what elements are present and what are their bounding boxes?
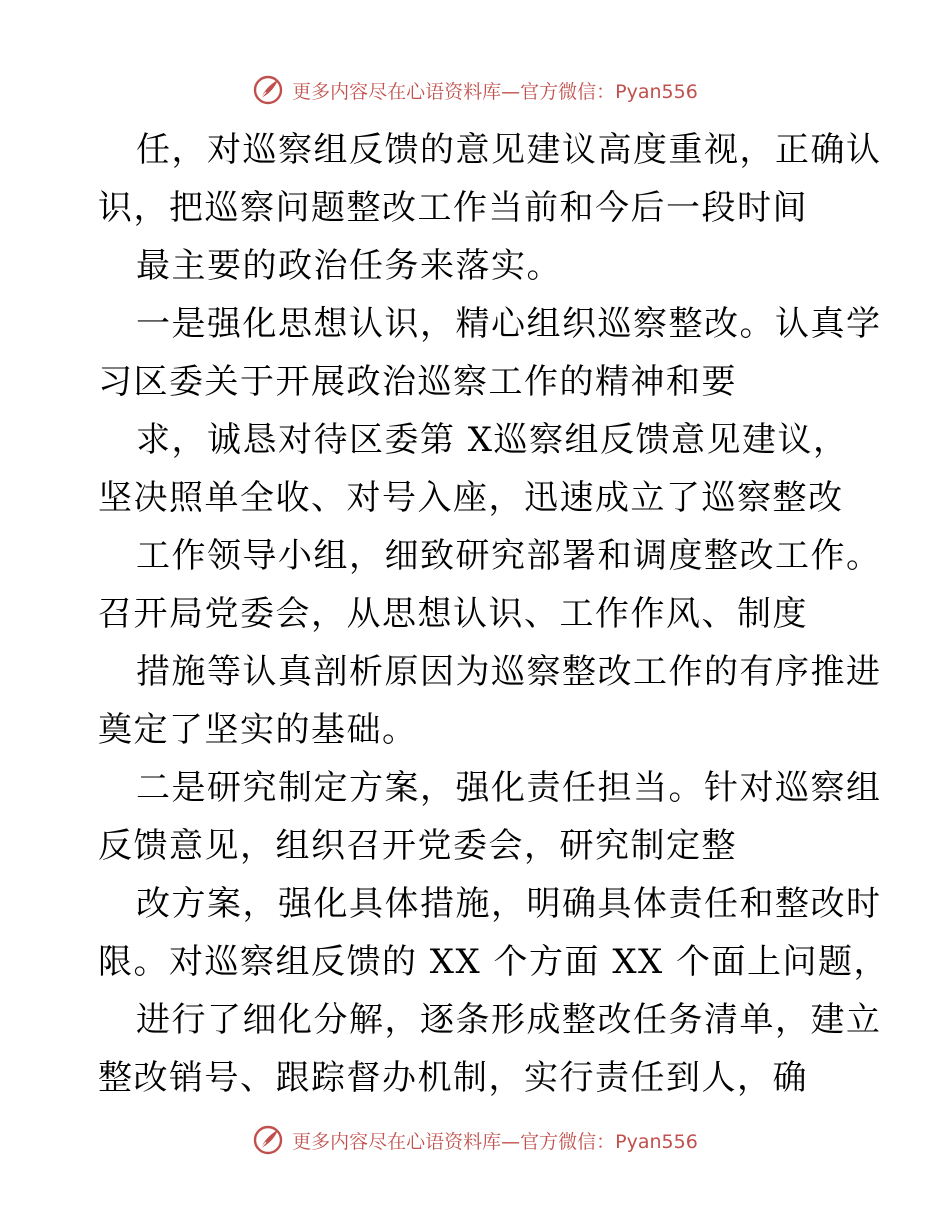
body-line: 工作领导小组，细致研究部署和调度整改工作。 [136,536,882,576]
footer-banner-text: 更多内容尽在心语资料库—官方微信：Pyan556 [292,1130,698,1153]
quill-pen-icon [252,1124,284,1156]
body-line: 整改销号、跟踪督办机制，实行责任到人，确 [98,1058,808,1098]
body-line: 习区委关于开展政治巡察工作的精神和要 [98,362,737,402]
body-line: 改方案，强化具体措施，明确具体责任和整改时 [136,884,882,924]
body-line: 召开局党委会，从思想认识、工作作风、制度 [98,594,808,634]
body-line: 识，把巡察问题整改工作当前和今后一段时间 [98,188,808,228]
quill-pen-icon [252,74,284,106]
body-line: 限。对巡察组反馈的 XX 个方面 XX 个面上问题， [98,942,890,982]
body-line: 一是强化思想认识，精心组织巡察整改。认真学 [136,304,882,344]
body-line: 反馈意见，组织召开党委会，研究制定整 [98,826,737,866]
body-line: 最主要的政治任务来落实。 [136,246,562,286]
header-banner-text: 更多内容尽在心语资料库—官方微信：Pyan556 [292,80,698,103]
body-line: 坚决照单全收、对号入座，迅速成立了巡察整改 [98,478,844,518]
header-banner-content [252,74,698,106]
body-line: 求，诚恳对待区委第 X巡察组反馈意见建议， [136,420,849,460]
body-line: 措施等认真剖析原因为巡察整改工作的有序推进 [136,652,882,692]
body-line: 奠定了坚实的基础。 [98,710,418,750]
body-line: 进行了细化分解，逐条形成整改任务清单，建立 [136,1000,882,1040]
body-line: 任，对巡察组反馈的意见建议高度重视，正确认 [136,130,882,170]
footer-banner [0,1120,950,1160]
body-line: 二是研究制定方案，强化责任担当。针对巡察组 [136,768,882,808]
header-banner [0,70,950,110]
footer-banner-content [252,1124,698,1156]
